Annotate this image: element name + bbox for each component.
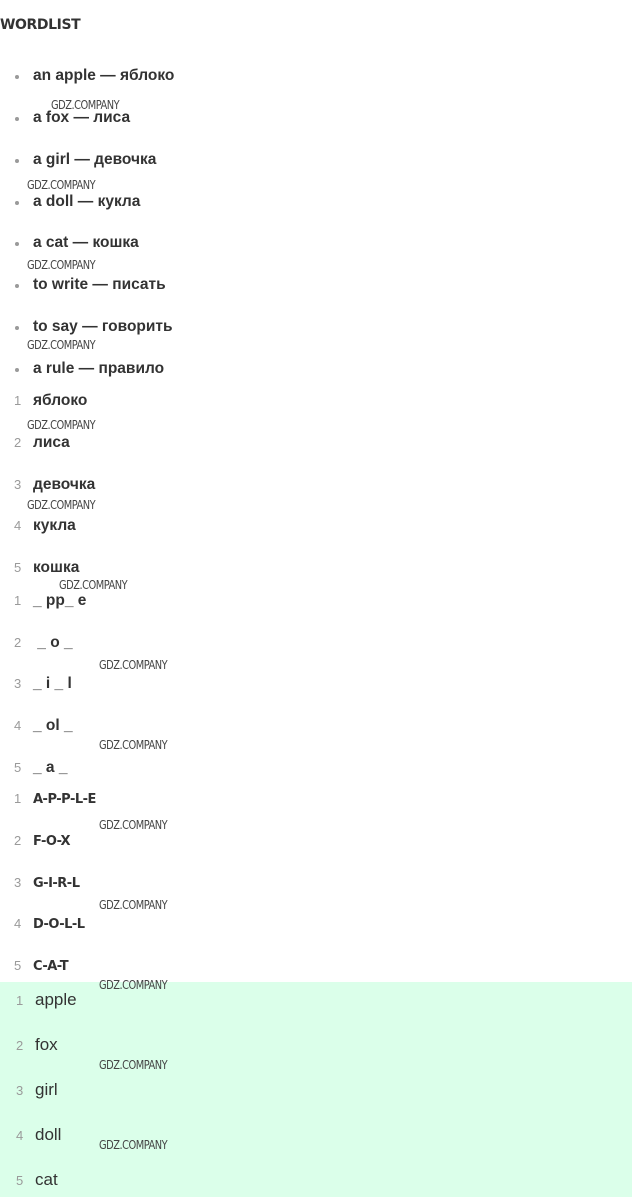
- gap-item: [0, 717, 632, 737]
- bullet-icon: [15, 117, 19, 121]
- watermark: GDZ.COMPANY: [99, 1138, 168, 1152]
- watermark: GDZ.COMPANY: [99, 1058, 168, 1072]
- item-number: 5: [14, 560, 22, 575]
- spelled-text: A-P-P-L-E: [33, 792, 96, 807]
- bullet-icon: [15, 368, 19, 372]
- translation-item: [0, 434, 632, 454]
- translation-item: [0, 476, 632, 496]
- item-number: 2: [14, 635, 22, 650]
- wordlist-text: to say — говорить: [33, 318, 173, 335]
- wordlist-item: [0, 360, 632, 380]
- item-number: 2: [14, 435, 22, 450]
- item-number: 4: [14, 518, 22, 533]
- wordlist-text: a fox — лиса: [33, 109, 131, 126]
- translation-text: яблоко: [33, 392, 88, 409]
- watermark: GDZ.COMPANY: [99, 978, 168, 992]
- page-title: WORDLIST: [0, 17, 81, 33]
- wordlist-item: [0, 234, 632, 254]
- gap-text: _ a _: [33, 759, 68, 776]
- spelled-item: [0, 832, 632, 852]
- wordlist-item: [0, 67, 632, 87]
- item-number: 1: [14, 393, 22, 408]
- item-number: 1: [14, 593, 22, 608]
- item-number: 2: [14, 833, 22, 848]
- gap-item: [0, 634, 632, 654]
- translation-text: лиса: [33, 434, 70, 451]
- wordlist-text: an apple — яблоко: [33, 67, 175, 84]
- wordlist-item: [0, 109, 632, 129]
- translation-text: девочка: [33, 476, 96, 493]
- answer-item: [0, 1080, 632, 1104]
- wordlist-text: a rule — правило: [33, 360, 165, 377]
- wordlist-item: [0, 276, 632, 296]
- item-number: 1: [14, 791, 22, 806]
- gap-item: [0, 592, 632, 612]
- item-number: 1: [16, 993, 24, 1008]
- watermark: GDZ.COMPANY: [99, 738, 168, 752]
- item-number: 2: [16, 1038, 24, 1053]
- answer-item: [0, 1170, 632, 1194]
- translation-text: кошка: [33, 559, 80, 576]
- translation-text: кукла: [33, 517, 76, 534]
- watermark: GDZ.COMPANY: [27, 498, 96, 512]
- watermark: GDZ.COMPANY: [99, 818, 168, 832]
- item-number: 3: [14, 477, 22, 492]
- wordlist-item: [0, 318, 632, 338]
- item-number: 4: [14, 718, 22, 733]
- wordlist-text: to write — писать: [33, 276, 166, 293]
- spelled-text: C-A-T: [33, 959, 69, 974]
- answer-item: [0, 990, 632, 1014]
- watermark: GDZ.COMPANY: [27, 338, 96, 352]
- bullet-icon: [15, 75, 19, 79]
- translation-item: [0, 517, 632, 537]
- spelled-text: F-O-X: [33, 834, 71, 849]
- item-number: 3: [14, 676, 22, 691]
- watermark: GDZ.COMPANY: [59, 578, 128, 592]
- wordlist-item: [0, 151, 632, 171]
- answer-text: cat: [35, 1170, 58, 1189]
- spelled-text: G-I-R-L: [33, 876, 80, 891]
- bullet-icon: [15, 242, 19, 246]
- watermark: GDZ.COMPANY: [51, 98, 120, 112]
- spelled-item: [0, 957, 632, 977]
- spelled-item: [0, 874, 632, 894]
- spelled-item: [0, 790, 632, 810]
- gap-item: [0, 759, 632, 779]
- wordlist-text: a doll — кукла: [33, 193, 141, 210]
- item-number: 4: [14, 916, 22, 931]
- item-number: 5: [14, 958, 22, 973]
- answer-text: fox: [35, 1035, 58, 1054]
- wordlist-item: [0, 193, 632, 213]
- bullet-icon: [15, 284, 19, 288]
- item-number: 4: [16, 1128, 24, 1143]
- bullet-icon: [15, 201, 19, 205]
- gap-text: _ i _ l: [33, 675, 72, 692]
- spelled-text: D-O-L-L: [33, 917, 85, 932]
- item-number: 3: [14, 875, 22, 890]
- watermark: GDZ.COMPANY: [27, 178, 96, 192]
- answer-text: apple: [35, 990, 77, 1009]
- translation-item: [0, 392, 632, 412]
- bullet-icon: [15, 159, 19, 163]
- answer-item: [0, 1125, 632, 1149]
- item-number: 5: [14, 760, 22, 775]
- answer-text: doll: [35, 1125, 62, 1144]
- answer-text: girl: [35, 1080, 58, 1099]
- wordlist-text: a girl — девочка: [33, 151, 157, 168]
- gap-text: _ pp_ e: [33, 592, 87, 609]
- bullet-icon: [15, 326, 19, 330]
- watermark: GDZ.COMPANY: [99, 898, 168, 912]
- watermark: GDZ.COMPANY: [27, 258, 96, 272]
- item-number: 3: [16, 1083, 24, 1098]
- translation-item: [0, 559, 632, 579]
- gap-text: _ ol _: [33, 717, 73, 734]
- gap-text: _ o _: [33, 634, 73, 651]
- gap-item: [0, 675, 632, 695]
- watermark: GDZ.COMPANY: [99, 658, 168, 672]
- wordlist-text: a cat — кошка: [33, 234, 139, 251]
- watermark: GDZ.COMPANY: [27, 418, 96, 432]
- item-number: 5: [16, 1173, 24, 1188]
- spelled-item: [0, 915, 632, 935]
- answer-item: [0, 1035, 632, 1059]
